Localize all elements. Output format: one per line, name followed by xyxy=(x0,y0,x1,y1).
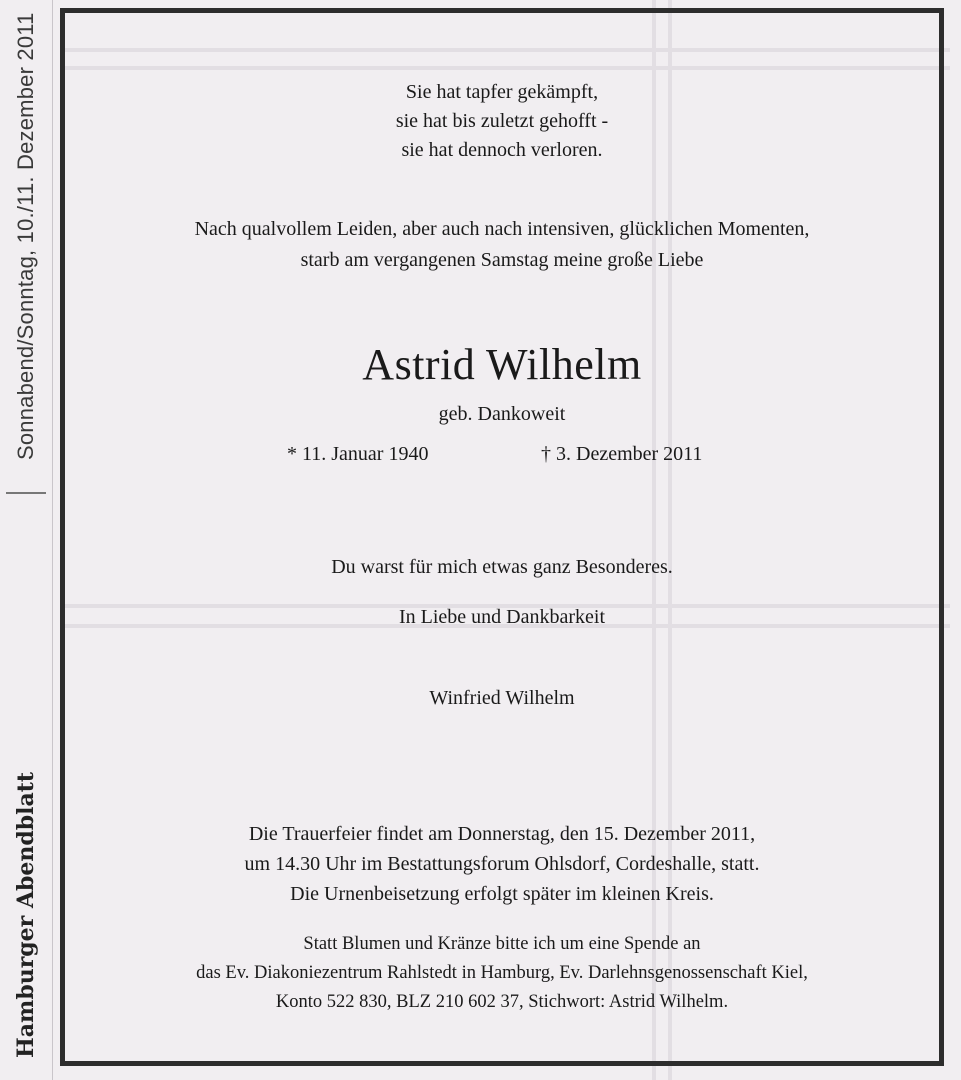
tribute-line: Du warst für mich etwas ganz Besonderes. xyxy=(331,556,673,578)
funeral-line: Die Urnenbeisetzung erfolgt später im kleinen Kreis. xyxy=(290,883,714,905)
donation-line: Konto 522 830, BLZ 210 602 37, Stichwort: Astrid Wilhelm. xyxy=(275,992,729,1012)
issue-date: Sonnabend/Sonntag, 10./11. Dezember 2011 xyxy=(13,12,38,460)
margin-rule xyxy=(6,492,46,494)
closing-line: In Liebe und Dankbarkeit xyxy=(398,606,606,628)
verse-line: sie hat dennoch verloren. xyxy=(401,139,603,161)
birth-date: * 11. Januar 1940 xyxy=(287,443,429,465)
newspaper-masthead: Hamburger Abendblatt xyxy=(13,771,39,1059)
birth-name: geb. Dankoweit xyxy=(438,403,566,425)
death-date: † 3. Dezember 2011 xyxy=(541,443,703,465)
intro-line: Nach qualvollem Leiden, aber auch nach intensiven, glücklichen Momenten, xyxy=(194,218,810,240)
signature-name: Winfried Wilhelm xyxy=(429,687,575,709)
newspaper-margin xyxy=(0,0,53,1080)
obituary-notice xyxy=(60,8,944,1066)
donation-line: das Ev. Diakoniezentrum Rahlstedt in Hamburg, Ev. Darlehnsgenossenschaft Kiel, xyxy=(196,963,808,983)
verse-line: Sie hat tapfer gekämpft, xyxy=(405,81,599,103)
funeral-line: Die Trauerfeier findet am Donnerstag, den 15. Dezember 2011, xyxy=(248,823,756,845)
verse-line: sie hat bis zuletzt gehofft - xyxy=(395,110,609,132)
life-dates xyxy=(65,443,939,473)
intro-line: starb am vergangenen Samstag meine große Liebe xyxy=(300,249,704,271)
deceased-name: Astrid Wilhelm xyxy=(362,340,642,389)
funeral-line: um 14.30 Uhr im Bestattungsforum Ohlsdorf, Cordeshalle, statt. xyxy=(244,853,760,875)
donation-line: Statt Blumen und Kränze bitte ich um eine Spende an xyxy=(303,934,701,954)
